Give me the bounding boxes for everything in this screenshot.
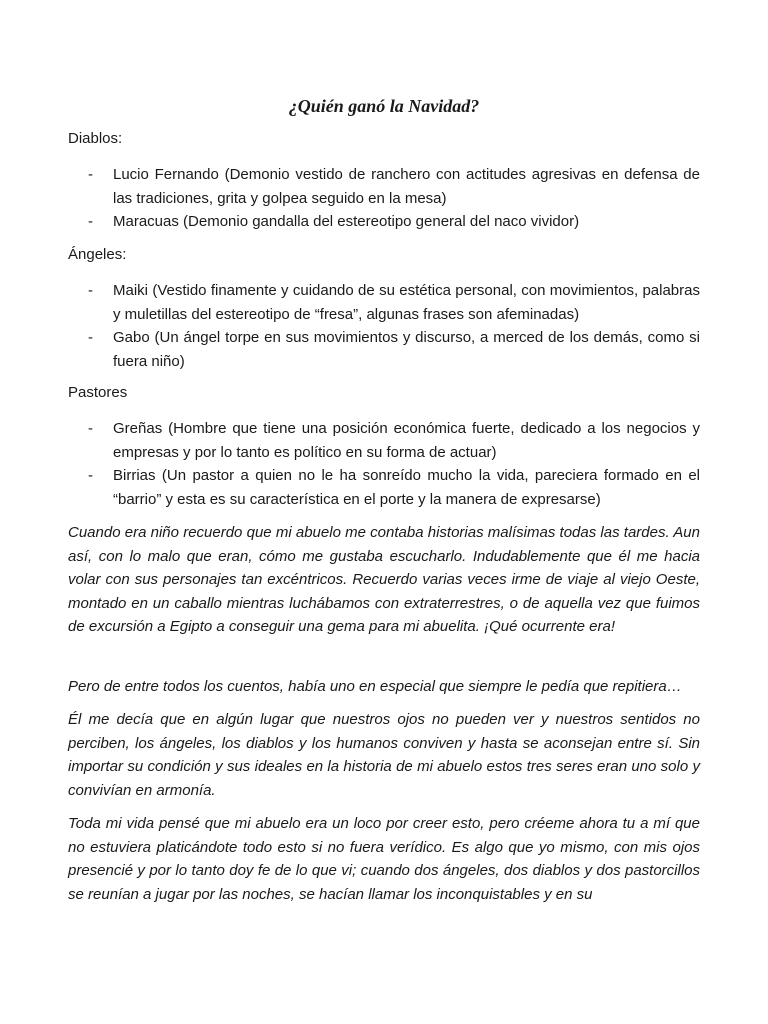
character-list-pastores [68,417,700,511]
story-paragraph-2: Pero de entre todos los cuentos, había uno en especial que siempre le pedía que repitiera… [68,678,682,695]
list-item-text: Maracuas (Demonio gandalla del estereotipo general del naco vividor) [113,213,580,230]
bullet-dash: - [88,420,93,437]
list-item [68,417,700,464]
list-item-text: Greñas (Hombre que tiene una posición económica fuerte, dedicado a los negocios y empresas y por lo tanto es político en su forma de actuar) [113,420,700,461]
section-label-diablos: Diablos: [68,130,123,147]
list-item [68,163,700,210]
section-label-angeles: Ángeles: [68,246,127,263]
list-item-text: Lucio Fernando (Demonio vestido de ranchero con actitudes agresivas en defensa de las tradiciones, grita y golpea seguido en la mesa) [113,166,700,207]
document-title: ¿Quién ganó la Navidad? [288,96,480,116]
list-item-text: Birrias (Un pastor a quien no le ha sonreído mucho la vida, pareciera formado en el “barrio” y esta es su característica en el porte y la manera de expresarse) [113,467,700,508]
list-item [68,279,700,326]
section-label-pastores: Pastores [68,384,128,401]
bullet-dash: - [88,282,93,299]
bullet-dash: - [88,467,93,484]
list-item [68,210,700,234]
bullet-dash: - [88,213,93,230]
story-paragraph-1: Cuando era niño recuerdo que mi abuelo me contaba historias malísimas todas las tardes. Aun así, con lo malo que eran, cómo me gustaba escucharlo. Indudablemente que él me hacia volar con sus personajes tan excéntricos. Recuerdo varias veces irme de viaje al viejo Oeste, montado en un caballo mientras luchábamos con extraterrestres, o de aquella vez que fuimos de excursión a Egipto a conseguir una gema para mi abuelita. ¡Qué ocurrente era! [68,524,700,635]
character-list-angeles [68,279,700,373]
bullet-dash: - [88,329,93,346]
story-paragraph-4: Toda mi vida pensé que mi abuelo era un loco por creer esto, pero créeme ahora tu a mí que no estuviera platicándote todo esto si no fuera verídico. Es algo que yo mismo, con mis ojos presencié y por lo tanto doy fe de lo que vi; cuando dos ángeles, dos diablos y dos pastorcillos se reunían a jugar por las noches, se hacían llamar los inconquistables y en su [68,815,700,903]
list-item-text: Maiki (Vestido finamente y cuidando de su estética personal, con movimientos, palabras y muletillas del estereotipo de “fresa”, algunas frases son afeminadas) [113,282,700,323]
list-item [68,326,700,373]
bullet-dash: - [88,166,93,183]
list-item-text: Gabo (Un ángel torpe en sus movimientos y discurso, a merced de los demás, como si fuera niño) [113,329,700,370]
story-paragraph-3: Él me decía que en algún lugar que nuestros ojos no pueden ver y nuestros sentidos no perciben, los ángeles, los diablos y los humanos conviven y hasta se aconsejan entre sí. Sin importar su condición y sus ideales en la historia de mi abuelo estos tres seres eran uno solo y convivían en armonía. [68,711,700,799]
list-item [68,464,700,511]
character-list-diablos [68,163,700,234]
